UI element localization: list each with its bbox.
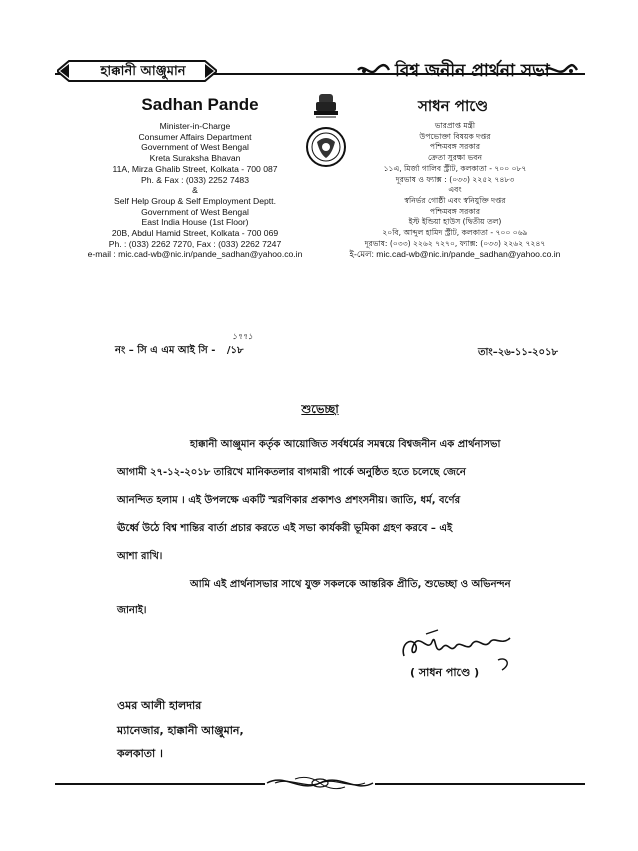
footer-ornament-icon: [265, 771, 375, 795]
bn-line: স্বনির্ভর গোষ্ঠী এবং স্বনিযুক্তি দপ্তর: [404, 195, 506, 205]
bn-line: ভারপ্রাপ্ত মন্ত্রী: [434, 121, 476, 130]
banner-right-title: বিশ্ব জনীন প্রার্থনা সভা: [395, 61, 550, 81]
bn-line: ২০বি, আব্দুল হামিদ স্ট্রীট, কলকাতা - ৭০০ ০৬৯: [382, 228, 528, 238]
en-line: &: [192, 185, 198, 196]
recipient-line: কলকাতা ।: [117, 747, 163, 760]
bn-line: উপভোক্তা বিষয়ক দপ্তর: [419, 131, 491, 141]
flourish-right-icon: [545, 62, 579, 78]
bn-line: দূরভাষ: (০৩৩) ২২৬২ ৭২৭০, ফ্যাক্স: (০৩৩) ২২৬২ ৭২৪৭: [364, 238, 546, 248]
en-line: 20B, Abdul Hamid Street, Kolkata - 700 069: [111, 228, 279, 239]
signatory-name: ( সাধন পাণ্ডে ): [410, 666, 480, 679]
body-line: জানাই।: [117, 605, 147, 616]
body-line: আগামী ২৭-১২-২০১৮ তারিখে মানিকতলার বাগমারী পার্কে অনুষ্ঠিত হতে চলেছে জেনে: [117, 467, 466, 478]
body-line: আশা রাখি।: [117, 551, 163, 562]
body-line: ঊর্ধ্বে উঠে বিশ্ব শান্তির বার্তা প্রচার করতে এই সভা কার্যকরী ভূমিকা গ্রহণ করবে – এই: [117, 523, 453, 534]
recipient-line: ওমর আলী হালদার: [117, 699, 202, 712]
body-line: আনন্দিত হলাম । এই উপলক্ষে একটি স্মরণিকার প্রকাশও প্রশংসনীয়। জাতি, ধর্ম, বর্ণের: [117, 495, 461, 506]
en-line: e-mail : mic.cad-wb@nic.in/pande_sadhan@yahoo.co.in: [87, 249, 303, 260]
body-line: আমি এই প্রার্থনাসভার সাথে যুক্ত সকলকে আন্তরিক প্রীতি, শুভেচ্ছা ও অভিনন্দন: [190, 579, 511, 590]
en-line: Consumer Affairs Department: [138, 131, 252, 142]
recipient-line: ম্যানেজার, হাক্কানী আঞ্জুমান,: [117, 724, 244, 737]
banner-left-title: হাক্কানী আঞ্জুমান: [100, 64, 186, 79]
letter-date: তাং–২৬-১১-২০১৮: [478, 347, 558, 358]
bn-line: দূরভাষ ও ফ্যাক্স : (০৩৩) ২২৫২ ৭৪৮৩: [395, 174, 515, 184]
bn-line: ১১এ, মির্জা গালিব স্ট্রীট, কলকাতা - ৭০০ ০৮৭: [383, 163, 527, 173]
en-line: Minister-in-Charge: [159, 121, 231, 131]
bn-line: ক্রেতা সুরক্ষা ভবন: [427, 153, 483, 163]
body-line: হাক্কানী আঞ্জুমান কর্তৃক আয়োজিত সর্বধর্মের সমন্বয়ে বিশ্বজনীন এক প্রার্থনাসভা: [190, 439, 501, 450]
letterhead-name-en: Sadhan Pande: [141, 95, 259, 114]
letter-heading: শুভেচ্ছা: [301, 402, 339, 416]
en-line: East India House (1st Floor): [141, 217, 249, 228]
ref-suffix: /১৮: [226, 345, 244, 356]
reference-number: [115, 343, 244, 360]
letterhead-details-bn: [330, 121, 580, 260]
bn-email-line: ই-মেল: mic.cad-wb@nic.in/pande_sadhan@yahoo.co.in: [349, 249, 561, 260]
letterhead-name-bn: সাধন পাণ্ডে: [417, 97, 489, 115]
en-line: Kreta Suraksha Bhavan: [149, 153, 241, 164]
en-line: Ph. & Fax : (033) 2252 7483: [141, 174, 249, 185]
bn-line: পশ্চিমবঙ্গ সরকার: [429, 206, 481, 216]
en-line: Ph. : (033) 2262 7270, Fax : (033) 2262 7247: [108, 238, 282, 249]
en-line: 11A, Mirza Ghalib Street, Kolkata - 700 087: [112, 163, 278, 174]
bn-line: এবং: [448, 185, 462, 195]
bn-line: ইস্ট ইন্ডিয়া হাউস (দ্বিতীয় তল): [408, 217, 502, 227]
ref-prefix: নং – সি এ এম আই সি -: [115, 345, 216, 356]
handwritten-ref-number: ১৭৭১: [232, 332, 253, 341]
en-line: Government of West Bengal: [141, 142, 249, 153]
letterhead-details-en: [45, 121, 345, 260]
en-line: Self Help Group & Self Employment Deptt.: [114, 195, 276, 206]
bn-line: পশ্চিমবঙ্গ সরকার: [429, 142, 481, 152]
en-line: Government of West Bengal: [141, 206, 249, 217]
flourish-left-icon: [356, 62, 390, 78]
